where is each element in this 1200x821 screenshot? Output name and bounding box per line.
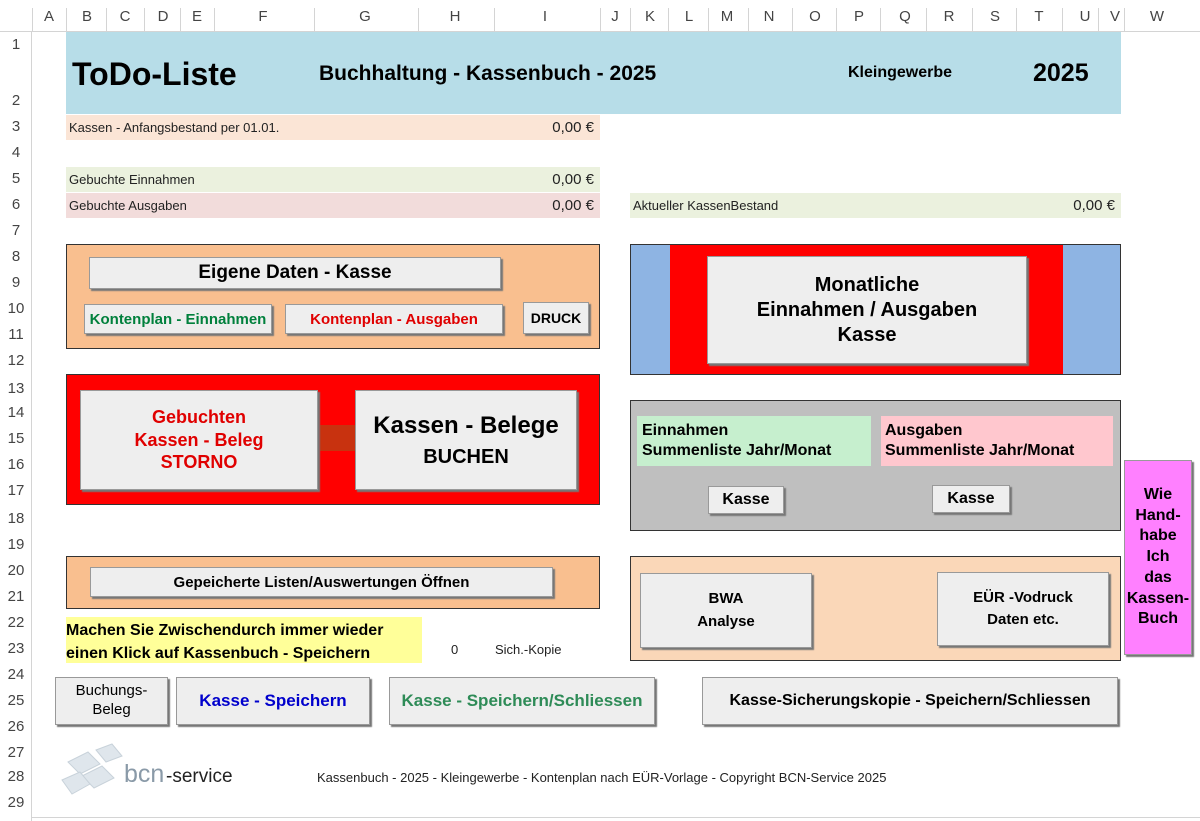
belege-buchen-button[interactable]: [355, 390, 577, 490]
buchungs-line-1: Buchungs-: [75, 682, 148, 700]
ausgaben-summen-line-1: Ausgaben: [885, 422, 963, 439]
row-header-6[interactable]: 6: [11, 196, 21, 213]
row-header-29[interactable]: 29: [7, 794, 25, 811]
buchungs-line-2: Beleg: [92, 701, 131, 718]
logo-suffix: -service: [166, 766, 233, 787]
row-header-18[interactable]: 18: [7, 510, 25, 527]
monatlich-line-1: Monatliche: [814, 273, 920, 296]
column-header-w[interactable]: W: [1149, 8, 1165, 25]
einnahmen-label: Gebuchte Einnahmen: [69, 172, 195, 187]
column-header-k[interactable]: K: [644, 8, 655, 25]
column-header-o[interactable]: O: [809, 8, 821, 25]
ausgaben-row: [66, 193, 600, 218]
kasse-speichern-button[interactable]: Kasse - Speichern: [176, 677, 370, 725]
monatlich-line-3: Kasse: [837, 323, 897, 346]
belege-connector: [320, 425, 356, 451]
belege-panel: [66, 374, 600, 505]
row-header-9[interactable]: 9: [11, 274, 21, 291]
ausgaben-summenliste-label: [881, 416, 1113, 466]
column-header-m[interactable]: M: [720, 8, 734, 25]
storno-line-3: STORNO: [160, 452, 238, 473]
row-header-bar: [0, 32, 32, 821]
buchungs-beleg-button[interactable]: [55, 677, 168, 725]
notice-line-1: Machen Sie Zwischendurch immer wieder: [66, 622, 384, 639]
listen-panel: [66, 556, 600, 609]
ausgaben-label: Gebuchte Ausgaben: [69, 198, 187, 213]
save-reminder-notice: [66, 617, 422, 663]
monatlich-panel: [630, 244, 1121, 375]
row-header-17[interactable]: 17: [7, 482, 25, 499]
column-header-s[interactable]: S: [989, 8, 1000, 25]
column-header-n[interactable]: N: [763, 8, 775, 25]
ausgaben-value[interactable]: 0,00 €: [552, 197, 594, 214]
column-header-v[interactable]: V: [1109, 8, 1120, 25]
copyright-text: Kassenbuch - 2025 - Kleingewerbe - Kontenplan nach EÜR-Vorlage - Copyright BCN-Service 2025: [317, 770, 887, 785]
einnahmen-summenliste-label: [637, 416, 871, 466]
kasse-einnahmen-button[interactable]: Kasse: [708, 486, 784, 514]
logo-text: bcn: [124, 760, 165, 788]
anfangsbestand-label: Kassen - Anfangsbestand per 01.01.: [69, 120, 280, 135]
row-header-1[interactable]: 1: [11, 36, 21, 53]
sich-kopie-label: Sich.-Kopie: [495, 642, 562, 657]
storno-line-2: Kassen - Beleg: [134, 429, 264, 450]
column-header-q[interactable]: Q: [899, 8, 911, 25]
column-header-t[interactable]: T: [1034, 8, 1044, 25]
bwa-analyse-button[interactable]: [640, 573, 812, 648]
help-line-3: habe: [1139, 527, 1177, 545]
row-header-22[interactable]: 22: [7, 614, 25, 631]
kassenbestand-label: Aktueller KassenBestand: [633, 198, 779, 213]
einnahmen-summen-line-1: Einnahmen: [642, 422, 729, 439]
monatliche-einnahmen-ausgaben-button[interactable]: [707, 256, 1027, 364]
year-label: 2025: [1033, 59, 1089, 87]
anfangsbestand-row: [66, 115, 600, 140]
einnahmen-summen-line-2: Summenliste Jahr/Monat: [642, 442, 832, 459]
column-header-h[interactable]: H: [449, 8, 461, 25]
sheet-bottom-border: [32, 817, 1200, 818]
column-header-c[interactable]: C: [119, 8, 131, 25]
column-header-u[interactable]: U: [1079, 8, 1091, 25]
row-header-4[interactable]: 4: [11, 144, 21, 161]
monatlich-line-2: Einnahmen / Ausgaben: [756, 298, 978, 321]
row-header-15[interactable]: 15: [7, 430, 25, 447]
eur-line-2: Daten etc.: [987, 611, 1059, 628]
column-header-r[interactable]: R: [943, 8, 955, 25]
row-header-13[interactable]: 13: [7, 380, 25, 397]
summenliste-panel: [630, 400, 1121, 531]
einnahmen-value[interactable]: 0,00 €: [552, 171, 594, 188]
kasse-speichern-schliessen-button[interactable]: Kasse - Speichern/Schliessen: [389, 677, 655, 725]
row-header-8[interactable]: 8: [11, 248, 21, 265]
eur-vordruck-button[interactable]: [937, 572, 1109, 646]
column-header-j[interactable]: J: [611, 8, 619, 25]
header-band: [66, 32, 1121, 114]
row-header-16[interactable]: 16: [7, 456, 25, 473]
business-type-label: Kleingewerbe: [848, 64, 953, 81]
row-header-27[interactable]: 27: [7, 744, 25, 761]
kassenbestand-value[interactable]: 0,00 €: [1073, 197, 1115, 214]
bwa-line-1: BWA: [708, 590, 744, 607]
help-line-5: das: [1144, 568, 1172, 586]
kassenbuch-help-button[interactable]: [1124, 460, 1192, 655]
column-header-d[interactable]: D: [157, 8, 169, 25]
eigene-daten-button[interactable]: Eigene Daten - Kasse: [89, 257, 501, 289]
kontenplan-einnahmen-button[interactable]: Kontenplan - Einnahmen: [84, 304, 272, 334]
row-header-21[interactable]: 21: [7, 588, 25, 605]
storno-line-1: Gebuchten: [151, 407, 246, 428]
row-header-10[interactable]: 10: [7, 300, 25, 317]
page-title: ToDo-Liste: [72, 56, 237, 92]
row-header-5[interactable]: 5: [11, 170, 21, 187]
column-header-a[interactable]: A: [43, 8, 54, 25]
anfangsbestand-value[interactable]: 0,00 €: [552, 119, 594, 136]
column-header-p[interactable]: P: [853, 8, 864, 25]
row-header-11[interactable]: 11: [8, 326, 24, 343]
help-line-4: Ich: [1146, 548, 1170, 566]
column-header-bar: [0, 0, 1200, 32]
sicherungskopie-speichern-schliessen-button[interactable]: Kasse-Sicherungskopie - Speichern/Schliessen: [702, 677, 1118, 725]
listen-oeffnen-button[interactable]: Gepeicherte Listen/Auswertungen Öffnen: [90, 567, 553, 597]
help-line-7: Buch: [1138, 610, 1178, 628]
column-header-l[interactable]: L: [684, 8, 694, 25]
row-header-28[interactable]: 28: [7, 768, 25, 785]
storno-beleg-button[interactable]: [80, 390, 318, 490]
row-header-26[interactable]: 26: [7, 718, 25, 735]
column-header-e[interactable]: E: [191, 8, 202, 25]
druck-button[interactable]: DRUCK: [523, 302, 589, 334]
help-line-1: Wie: [1143, 485, 1173, 503]
kassenbestand-row: [630, 193, 1121, 218]
column-header-g[interactable]: G: [359, 8, 371, 25]
help-line-2: Hand-: [1135, 506, 1181, 524]
column-header-b[interactable]: B: [81, 8, 92, 25]
einnahmen-row: [66, 167, 600, 192]
row-header-19[interactable]: 19: [7, 536, 25, 553]
buchen-line-1: Kassen - Belege: [373, 412, 559, 440]
row-header-24[interactable]: 24: [7, 666, 25, 683]
eur-line-1: EÜR -Vodruck: [973, 588, 1073, 606]
row-header-2[interactable]: 2: [11, 92, 21, 109]
column-header-i[interactable]: I: [542, 8, 548, 25]
row-header-12[interactable]: 12: [7, 352, 25, 369]
buchen-line-2: BUCHEN: [423, 445, 509, 468]
kontenplan-ausgaben-button[interactable]: Kontenplan - Ausgaben: [285, 304, 503, 334]
column-header-f[interactable]: F: [258, 8, 268, 25]
row-header-20[interactable]: 20: [7, 562, 25, 579]
eigene-daten-panel: [66, 244, 600, 349]
notice-line-2: einen Klick auf Kassenbuch - Speichern: [66, 645, 371, 663]
row-header-7[interactable]: 7: [11, 222, 21, 239]
auswertung-panel: [630, 556, 1121, 661]
row-header-3[interactable]: 3: [11, 118, 21, 135]
bwa-line-2: Analyse: [697, 612, 755, 630]
bcn-service-logo: [60, 742, 240, 802]
row-header-25[interactable]: 25: [7, 692, 25, 709]
kasse-ausgaben-button[interactable]: Kasse: [932, 485, 1010, 513]
page-subtitle: Buchhaltung - Kassenbuch - 2025: [319, 62, 657, 85]
keyboard-logo-icon: [60, 742, 130, 802]
row-header-23[interactable]: 23: [7, 640, 25, 657]
row-header-14[interactable]: 14: [7, 404, 25, 421]
ausgaben-summen-line-2: Summenliste Jahr/Monat: [885, 442, 1075, 459]
help-line-6: Kassen-: [1126, 589, 1190, 607]
sicherung-counter: 0: [451, 642, 459, 657]
